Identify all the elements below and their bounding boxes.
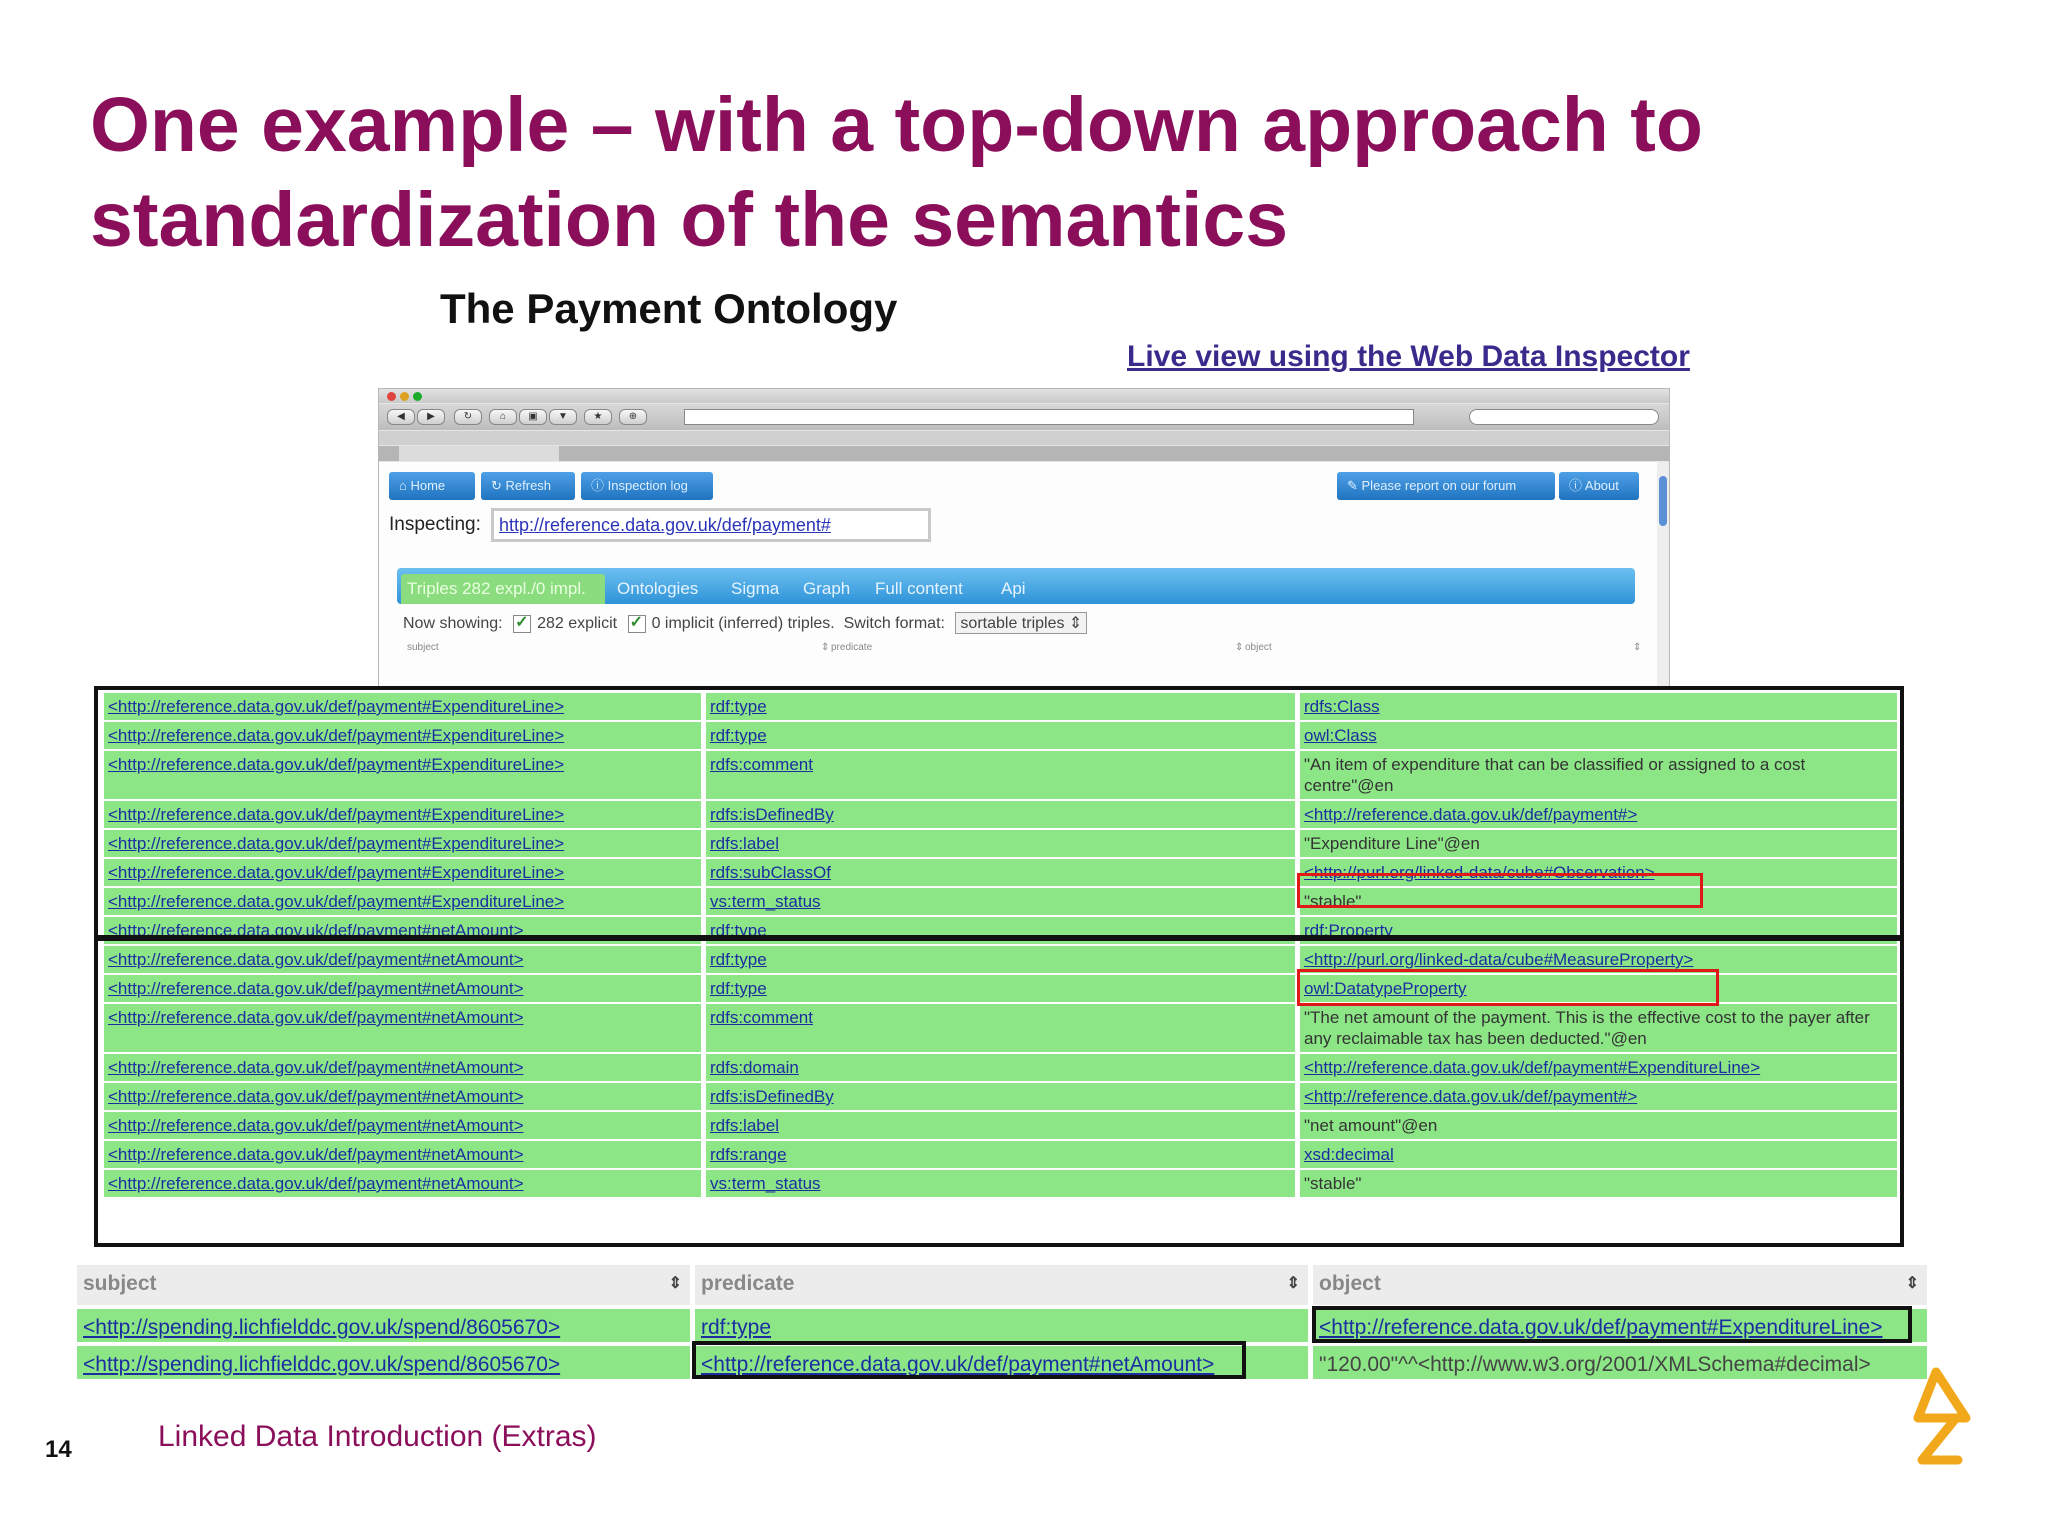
- report-forum-label: Please report on our forum: [1361, 478, 1517, 493]
- subject-column-header[interactable]: [77, 1265, 690, 1305]
- footer-text: Linked Data Introduction (Extras): [158, 1420, 597, 1453]
- triple-object-cell: "An item of expenditure that can be classified or assigned to a cost centre"@en: [1300, 751, 1897, 799]
- triple-predicate-cell[interactable]: rdfs:domain: [706, 1054, 1295, 1081]
- format-select-value: sortable triples: [960, 615, 1065, 632]
- triple-subject-cell[interactable]: <http://reference.data.gov.uk/def/payment#netAmount>: [104, 1054, 701, 1081]
- triple-subject-cell[interactable]: <http://reference.data.gov.uk/def/payment#ExpenditureLine>: [104, 801, 701, 828]
- triple-object-cell[interactable]: <http://reference.data.gov.uk/def/payment#ExpenditureLine>: [1300, 1054, 1897, 1081]
- data-predicate-cell[interactable]: <http://reference.data.gov.uk/def/payment#netAmount>: [695, 1346, 1308, 1379]
- live-view-link[interactable]: Live view using the Web Data Inspector: [1127, 340, 1690, 373]
- sort-icon[interactable]: ⇕: [1235, 642, 1244, 653]
- implicit-count: 0 implicit (inferred) triples.: [651, 615, 835, 632]
- triple-object-cell[interactable]: owl:Class: [1300, 722, 1897, 749]
- triple-subject-cell[interactable]: <http://reference.data.gov.uk/def/payment#ExpenditureLine>: [104, 830, 701, 857]
- triple-predicate-cell[interactable]: vs:term_status: [706, 1170, 1295, 1197]
- triple-predicate-cell[interactable]: rdfs:isDefinedBy: [706, 801, 1295, 828]
- triple-predicate-cell[interactable]: rdf:type: [706, 946, 1295, 973]
- triple-subject-cell[interactable]: <http://reference.data.gov.uk/def/payment#netAmount>: [104, 1141, 701, 1168]
- sort-icon[interactable]: ⇕: [821, 642, 830, 653]
- triple-subject-cell[interactable]: <http://reference.data.gov.uk/def/payment#ExpenditureLine>: [104, 751, 701, 799]
- inspector-content: [379, 462, 1657, 690]
- triple-subject-cell[interactable]: <http://reference.data.gov.uk/def/payment#ExpenditureLine>: [104, 693, 701, 720]
- scroll-thumb[interactable]: [1659, 476, 1667, 526]
- showing-bar: [403, 612, 1087, 634]
- refresh-button[interactable]: [481, 472, 575, 500]
- triple-predicate-cell[interactable]: rdfs:isDefinedBy: [706, 1083, 1295, 1110]
- browser-tab-strip: [379, 446, 1669, 461]
- tab-full-content[interactable]: Full content: [875, 579, 963, 598]
- refresh-button-label: Refresh: [505, 478, 552, 493]
- page-number: 14: [45, 1436, 72, 1463]
- triple-predicate-cell[interactable]: rdfs:range: [706, 1141, 1295, 1168]
- report-forum-button[interactable]: [1337, 472, 1555, 500]
- triple-subject-cell[interactable]: <http://reference.data.gov.uk/def/payment#ExpenditureLine>: [104, 722, 701, 749]
- object-column-header[interactable]: [1313, 1265, 1927, 1305]
- extension-icon[interactable]: ⊕: [619, 409, 647, 425]
- home-button-label: Home: [410, 478, 446, 493]
- triple-predicate-cell[interactable]: rdfs:comment: [706, 1004, 1295, 1052]
- brand-logo-icon: [1896, 1366, 1976, 1466]
- triple-object-cell[interactable]: owl:DatatypeProperty: [1300, 975, 1897, 1002]
- explicit-count: 282 explicit: [537, 615, 618, 632]
- triple-object-cell[interactable]: <http://reference.data.gov.uk/def/payment#>: [1300, 1083, 1897, 1110]
- switch-format-label: Switch format:: [843, 615, 945, 632]
- tab-api[interactable]: Api: [1001, 579, 1026, 598]
- window-icon[interactable]: ▣: [519, 409, 547, 425]
- data-subject-cell[interactable]: <http://spending.lichfielddc.gov.uk/spend/8605670>: [77, 1309, 690, 1342]
- triples-table: [104, 693, 1897, 1197]
- triple-subject-cell[interactable]: <http://reference.data.gov.uk/def/payment#netAmount>: [104, 917, 701, 944]
- inspection-log-label: Inspection log: [607, 478, 688, 493]
- slide-title-line-1: One example – with a top-down approach to: [90, 82, 1703, 168]
- triple-object-cell: "Expenditure Line"@en: [1300, 830, 1897, 857]
- home-button[interactable]: [389, 472, 475, 500]
- triple-subject-cell[interactable]: <http://reference.data.gov.uk/def/payment#netAmount>: [104, 1112, 701, 1139]
- data-table: [77, 1265, 1927, 1379]
- dropdown-icon[interactable]: ▼: [549, 409, 577, 425]
- tab-graph[interactable]: Graph: [803, 579, 851, 598]
- tab-triples[interactable]: Triples 282 expl./0 impl.: [401, 574, 605, 604]
- data-predicate-cell[interactable]: rdf:type: [695, 1309, 1308, 1342]
- pencil-icon: ✎: [1347, 478, 1362, 493]
- bookmarks-bar: [379, 431, 1669, 445]
- column-header-label: object: [1319, 1272, 1381, 1295]
- browser-window: [378, 388, 1670, 690]
- column-header-label: predicate: [701, 1272, 795, 1295]
- predicate-column-header[interactable]: [695, 1265, 1308, 1305]
- triple-object-cell[interactable]: <http://purl.org/linked-data/cube#Observation>: [1300, 859, 1897, 886]
- triple-object-cell: "stable": [1300, 1170, 1897, 1197]
- inspecting-url-field[interactable]: http://reference.data.gov.uk/def/payment#: [491, 508, 931, 542]
- triple-object-cell[interactable]: xsd:decimal: [1300, 1141, 1897, 1168]
- triple-predicate-cell[interactable]: rdfs:comment: [706, 751, 1295, 799]
- reload-icon[interactable]: ↻: [454, 409, 482, 425]
- explicit-checkbox[interactable]: [513, 615, 531, 633]
- tab-ontologies[interactable]: Ontologies: [617, 579, 699, 598]
- triple-predicate-cell[interactable]: vs:term_status: [706, 888, 1295, 915]
- zoom-window-icon[interactable]: [413, 392, 422, 401]
- triple-subject-cell[interactable]: <http://reference.data.gov.uk/def/payment#netAmount>: [104, 946, 701, 973]
- triple-predicate-cell[interactable]: rdfs:label: [706, 1112, 1295, 1139]
- triple-predicate-cell[interactable]: rdfs:subClassOf: [706, 859, 1295, 886]
- forward-icon[interactable]: ▶: [417, 409, 445, 425]
- triple-object-cell[interactable]: rdf:Property: [1300, 917, 1897, 944]
- minimize-window-icon[interactable]: [400, 392, 409, 401]
- tab-sigma[interactable]: Sigma: [731, 579, 780, 598]
- data-subject-cell[interactable]: <http://spending.lichfielddc.gov.uk/spend/8605670>: [77, 1346, 690, 1379]
- browser-search-field[interactable]: [1469, 409, 1659, 425]
- triple-subject-cell[interactable]: <http://reference.data.gov.uk/def/payment#ExpenditureLine>: [104, 859, 701, 886]
- triple-predicate-cell[interactable]: rdf:type: [706, 917, 1295, 944]
- browser-toolbar: [379, 404, 1669, 430]
- refresh-icon: ↻: [491, 478, 506, 493]
- sort-icon[interactable]: ⇕: [1286, 1275, 1300, 1292]
- triple-object-cell: "net amount"@en: [1300, 1112, 1897, 1139]
- sort-icon[interactable]: ⇕: [1633, 642, 1642, 653]
- triple-subject-cell[interactable]: <http://reference.data.gov.uk/def/payment#netAmount>: [104, 1170, 701, 1197]
- home-icon: ⌂: [399, 478, 411, 493]
- format-select[interactable]: sortable triples ⇕: [955, 612, 1087, 634]
- browser-tab[interactable]: [399, 446, 559, 461]
- slide-title: [90, 78, 1970, 268]
- bookmark-icon[interactable]: ★: [584, 409, 612, 425]
- predicate-header[interactable]: predicate: [831, 642, 873, 653]
- inspector-table-header: [403, 642, 1642, 660]
- column-header-label: subject: [83, 1272, 157, 1295]
- triple-subject-cell[interactable]: <http://reference.data.gov.uk/def/payment#netAmount>: [104, 1083, 701, 1110]
- address-bar[interactable]: [684, 409, 1414, 425]
- triple-predicate-cell[interactable]: rdf:type: [706, 975, 1295, 1002]
- back-icon[interactable]: ◀: [387, 409, 415, 425]
- triple-predicate-cell[interactable]: rdf:type: [706, 722, 1295, 749]
- scrollbar[interactable]: [1657, 462, 1669, 690]
- object-header[interactable]: object: [1245, 642, 1272, 653]
- sort-icon[interactable]: ⇕: [1905, 1275, 1919, 1292]
- info-icon: ⓘ: [591, 478, 608, 493]
- triple-object-cell[interactable]: rdfs:Class: [1300, 693, 1897, 720]
- triple-subject-cell[interactable]: <http://reference.data.gov.uk/def/payment#netAmount>: [104, 1004, 701, 1052]
- triple-predicate-cell[interactable]: rdf:type: [706, 693, 1295, 720]
- close-window-icon[interactable]: [387, 392, 396, 401]
- showing-prefix: Now showing:: [403, 615, 503, 632]
- home-icon[interactable]: ⌂: [489, 409, 517, 425]
- triple-object-cell: "The net amount of the payment. This is the effective cost to the payer after any reclaimable tax has been deducted."@en: [1300, 1004, 1897, 1052]
- inspector-tabbar: [397, 568, 1635, 604]
- window-titlebar: [379, 389, 1669, 403]
- slide-title-line-2: standardization of the semantics: [90, 177, 1289, 263]
- slide-subtitle: The Payment Ontology: [440, 285, 898, 332]
- triple-subject-cell[interactable]: <http://reference.data.gov.uk/def/payment#ExpenditureLine>: [104, 888, 701, 915]
- triple-object-cell: "stable": [1300, 888, 1897, 915]
- triple-object-cell[interactable]: <http://reference.data.gov.uk/def/payment#>: [1300, 801, 1897, 828]
- triple-predicate-cell[interactable]: rdfs:label: [706, 830, 1295, 857]
- data-object-cell[interactable]: <http://reference.data.gov.uk/def/payment#ExpenditureLine>: [1313, 1309, 1927, 1342]
- inspecting-label: Inspecting:: [389, 514, 481, 535]
- triple-object-cell[interactable]: <http://purl.org/linked-data/cube#MeasureProperty>: [1300, 946, 1897, 973]
- about-button[interactable]: [1559, 472, 1639, 500]
- about-label: About: [1584, 478, 1619, 493]
- data-object-cell: "120.00"^^<http://www.w3.org/2001/XMLSchema#decimal>: [1313, 1346, 1927, 1379]
- implicit-checkbox[interactable]: [628, 615, 646, 633]
- sort-icon[interactable]: ⇕: [668, 1275, 682, 1292]
- inspection-log-button[interactable]: [581, 472, 713, 500]
- triple-subject-cell[interactable]: <http://reference.data.gov.uk/def/payment#netAmount>: [104, 975, 701, 1002]
- info-icon: ⓘ: [1569, 478, 1585, 493]
- subject-header[interactable]: subject: [407, 642, 439, 653]
